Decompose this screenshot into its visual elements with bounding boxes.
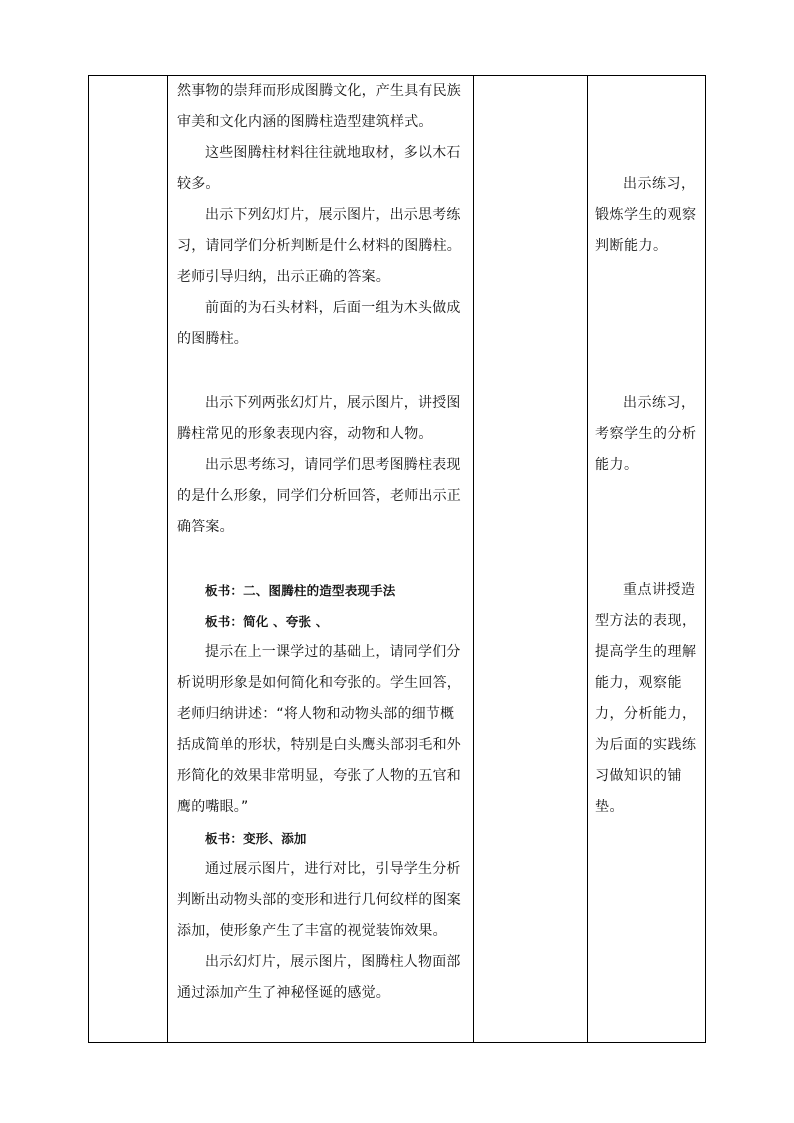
- column-divider-1: [167, 76, 168, 1042]
- board-heading-techniques: 板书：二、图腾柱的造型表现手法: [205, 583, 396, 598]
- note-key-teaching: 重点讲授造型方法的表现，提高学生的理解能力，观察能力，分析能力，为后面的实践练习做知识的铺垫。: [595, 582, 697, 815]
- note-observation-exercise: 出示练习，锻炼学生的观察判断能力。: [595, 176, 697, 254]
- note-analysis-exercise: 出示练习，考察学生的分析能力。: [595, 395, 697, 473]
- paragraph-totem-culture: 然事物的崇拜而形成图腾文化，产生具有民族审美和文化内涵的图腾柱造型建筑样式。: [177, 83, 461, 130]
- board-heading-deform-add: 板书：变形、添加: [205, 831, 307, 846]
- paragraph-image-content: 出示下列两张幻灯片，展示图片，讲授图腾柱常见的形象表现内容，动物和人物。: [177, 395, 461, 442]
- paragraph-image-exercise: 出示思考练习，请同学们思考图腾柱表现的是什么形象，同学们分析回答，老师出示正确答案。: [177, 457, 461, 535]
- paragraph-material-answer: 前面的为石头材料，后面一组为木头做成的图腾柱。: [177, 300, 461, 347]
- paragraph-deform-explanation: 通过展示图片，进行对比，引导学生分析判断出动物头部的变形和进行几何纹样的图案添加，使形象产生了丰富的视觉装饰效果。: [177, 861, 461, 939]
- paragraph-simplify-explanation: 提示在上一课学过的基础上，请同学们分析说明形象是如何简化和夸张的。学生回答，老师归纳讲述：“将人物和动物头部的细节概括成简单的形状，特别是白头鹰头部羽毛和外形简化的效果非常明显，夸张了人物的五官和鹰的嘴眼。”: [177, 644, 461, 815]
- column-divider-3: [587, 76, 588, 1042]
- column-divider-2: [473, 76, 474, 1042]
- paragraph-face-addition: 出示幻灯片，展示图片，图腾柱人物面部通过添加产生了神秘怪诞的感觉。: [177, 954, 461, 1001]
- paragraph-material-exercise: 出示下列幻灯片，展示图片，出示思考练习，请同学们分析判断是什么材料的图腾柱。老师引导归纳，出示正确的答案。: [177, 207, 461, 285]
- paragraph-materials: 这些图腾柱材料往往就地取材，多以木石较多。: [177, 145, 461, 192]
- lesson-table: [88, 75, 706, 1043]
- board-heading-simplify-exaggerate: 板书：简化 、夸张 、: [205, 614, 329, 629]
